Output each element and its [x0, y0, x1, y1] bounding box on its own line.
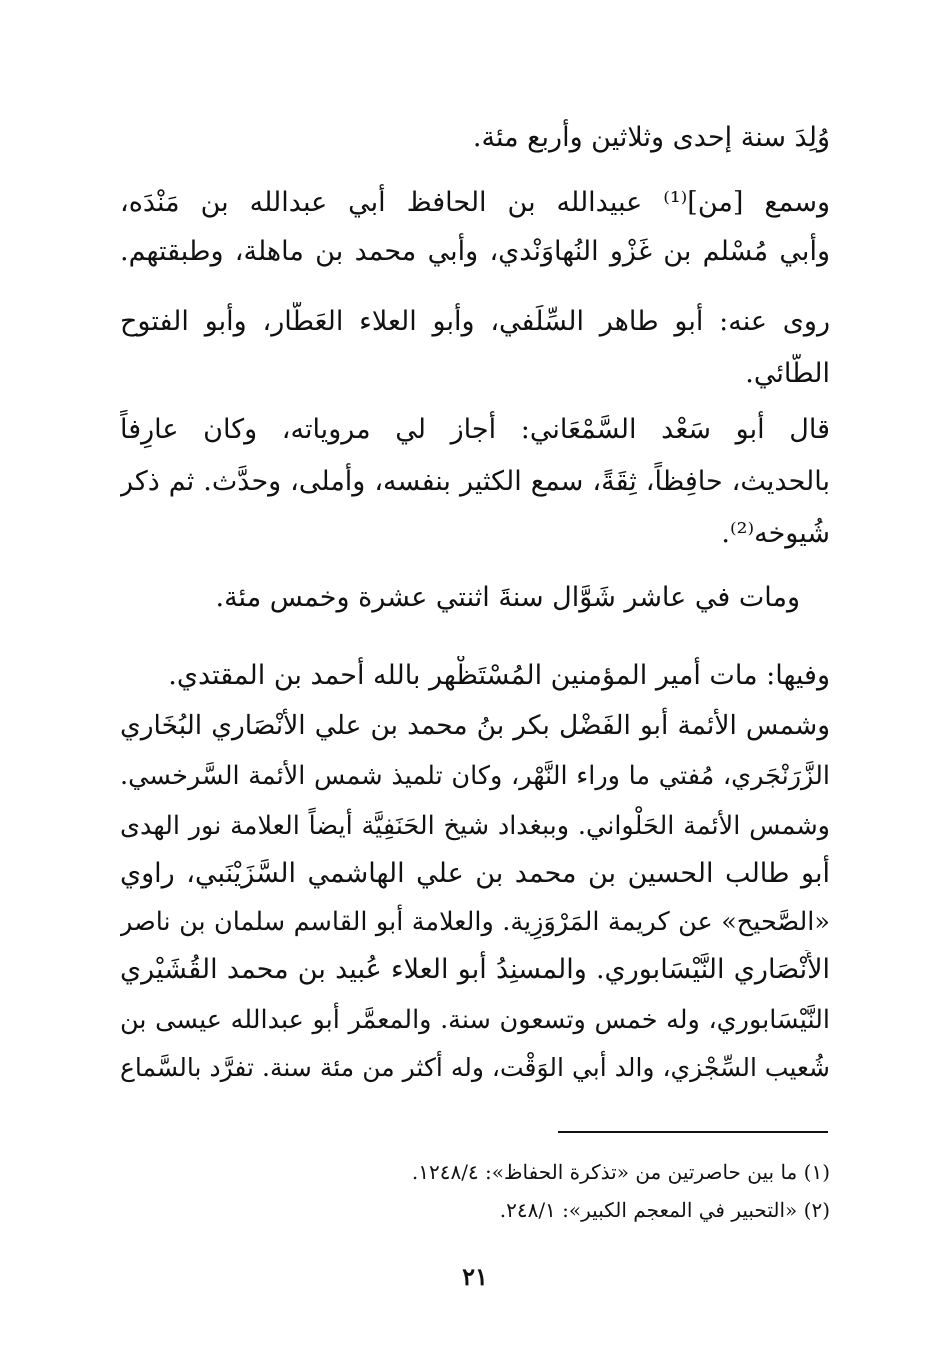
footnote-2: (٢) «التحبير في المعجم الكبير»: ٢٤٨/١.: [499, 1198, 830, 1222]
paragraph-6-line-3: الزَّرَنْجَري، مُفتي ما وراء النَّهْر، وكان تلميذ شمس الأئمة السَّرخسي.: [120, 761, 830, 791]
paragraph-6-line-1: وفيها: مات أمير المؤمنين المُسْتَظْهر بالله أحمد بن المقتدي.: [168, 660, 830, 691]
paragraph-5-line-1: ومات في عاشر شَوَّال سنةَ اثنتي عشرة وخمس مئة.: [215, 582, 800, 613]
paragraph-2-line-1: وسمع [من]⁽¹⁾ عبيدالله بن الحافظ أبي عبدالله بن مَنْدَه،: [120, 187, 830, 218]
paragraph-6-line-2: وشمس الأئمة أبو الفَضْل بكر بنُ محمد بن علي الأنْصَاري البُخَاري: [120, 710, 830, 741]
paragraph-4-line-1: قال أبو سَعْد السَّمْعَاني: أجاز لي مروياته، وكان عارِفاً: [120, 414, 830, 445]
footnote-1: (١) ما بين حاصرتين من «تذكرة الحفاظ»: ١٢٤٨/٤.: [411, 1160, 830, 1184]
paragraph-3-line-1: روى عنه: أبو طاهر السِّلَفي، وأبو العلاء العَطَّار، وأبو الفتوح: [120, 306, 830, 337]
paragraph-6-line-5: أبو طالب الحسين بن محمد بن علي الهاشمي السَّزَيْنَبي، راوي: [120, 858, 830, 889]
paragraph-2-line-2: وأبي مُسْلم بن غَزْو النُهاوَنْدي، وأبي محمد بن ماهلة، وطبقتهم.: [120, 236, 830, 267]
paragraph-6-line-7: الأَنْصَاري النَّيْسَابوري. والمسنِدُ أبو العلاء عُبيد بن محمد القُشَيْري: [120, 954, 830, 985]
paragraph-6-line-4: وشمس الأئمة الحَلْواني. وببغداد شيخ الحَنَفِيَّة أيضاً العلامة نور الهدى: [120, 811, 830, 841]
paragraph-4-line-3: شُيوخه⁽²⁾.: [721, 518, 830, 549]
paragraph-6-line-8: النَّيْسَابوري، وله خمس وتسعون سنة. والمعمَّر أبو عبدالله عيسى بن: [120, 1005, 830, 1035]
paragraph-1-line-1: وُلِدَ سنة إحدى وثلاثين وأربع مئة.: [472, 122, 830, 153]
paragraph-6-line-9: شُعيب السِّجْزي، والد أبي الوَقْت، وله أكثر من مئة سنة. تفرَّد بالسَّماع: [120, 1053, 830, 1082]
paragraph-6-line-6: «الصَّحيح» عن كريمة المَرْوَزِية. والعلامة أبو القاسم سلمان بن ناصر: [120, 907, 830, 937]
paragraph-4-line-2: بالحديث، حافِظاً، ثِقَةً، سمع الكثير بنفسه، وأملى، وحدَّث. ثم ذكر: [120, 466, 830, 497]
page-number: ٢١: [462, 1262, 488, 1291]
footnote-separator: [558, 1131, 828, 1133]
paragraph-3-line-2: الطَّائي.: [745, 358, 830, 389]
